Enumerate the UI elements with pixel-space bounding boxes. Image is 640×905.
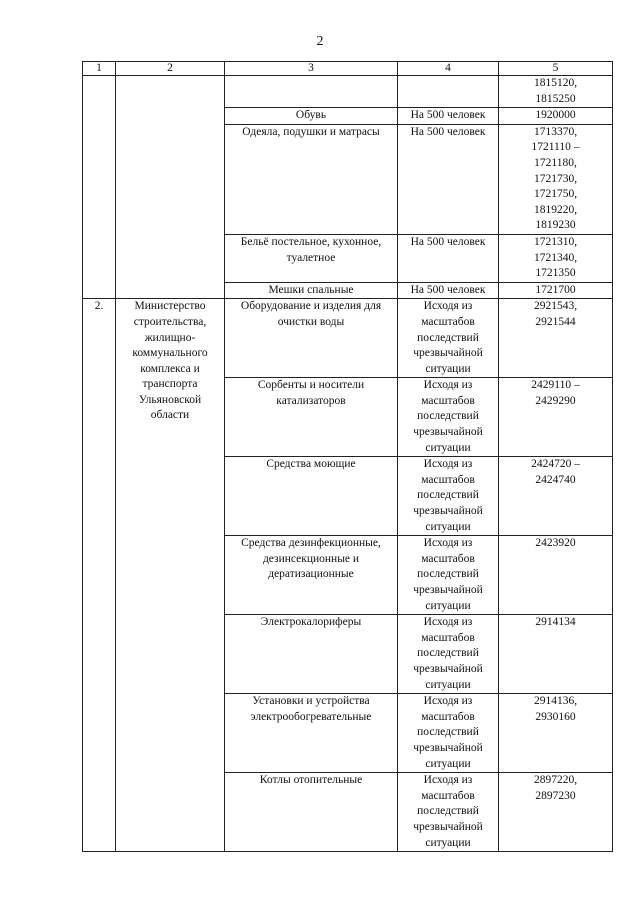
item-codes-cell: 1815120, 1815250 xyxy=(499,76,613,108)
item-name-cell: Сорбенты и носители катализаторов xyxy=(225,378,398,457)
organization-cell: Министерство строительства, жилищно- коммунального комплекса и транспорта Ульяновской области xyxy=(116,299,225,852)
header-cell: 5 xyxy=(499,62,613,76)
header-cell: 3 xyxy=(225,62,398,76)
item-name-cell: Установки и устройства электрообогревательные xyxy=(225,694,398,773)
item-codes-cell: 2429110 – 2429290 xyxy=(499,378,613,457)
item-norm-cell: Исходя из масштабов последствий чрезвычайной ситуации xyxy=(398,457,499,536)
item-name-cell: Электрокалориферы xyxy=(225,615,398,694)
item-codes-cell: 1713370, 1721110 – 1721180, 1721730, 1721750, 1819220, 1819230 xyxy=(499,124,613,234)
table-row xyxy=(83,76,613,108)
item-codes-cell: 2914134 xyxy=(499,615,613,694)
item-norm-cell: На 500 человек xyxy=(398,108,499,125)
item-norm-cell: Исходя из масштабов последствий чрезвычайной ситуации xyxy=(398,615,499,694)
item-name-cell: Одеяла, подушки и матрасы xyxy=(225,124,398,234)
resource-table xyxy=(82,61,613,852)
item-norm-cell: На 500 человек xyxy=(398,234,499,282)
item-name-cell: Бельё постельное, кухонное, туалетное xyxy=(225,234,398,282)
organization-cell xyxy=(116,76,225,299)
header-cell: 2 xyxy=(116,62,225,76)
page-number: 2 xyxy=(316,34,324,49)
item-name-cell: Обувь xyxy=(225,108,398,125)
number-cell xyxy=(83,76,116,299)
item-norm-cell xyxy=(398,76,499,108)
item-norm-cell: Исходя из масштабов последствий чрезвычайной ситуации xyxy=(398,773,499,852)
item-codes-cell: 2897220, 2897230 xyxy=(499,773,613,852)
item-codes-cell: 1721700 xyxy=(499,282,613,299)
table-row xyxy=(83,299,613,378)
number-cell: 2. xyxy=(83,299,116,852)
item-codes-cell: 1920000 xyxy=(499,108,613,125)
item-codes-cell: 2424720 – 2424740 xyxy=(499,457,613,536)
item-name-cell: Мешки спальные xyxy=(225,282,398,299)
item-codes-cell: 2921543, 2921544 xyxy=(499,299,613,378)
header-cell: 4 xyxy=(398,62,499,76)
item-codes-cell: 2914136, 2930160 xyxy=(499,694,613,773)
table-header-row xyxy=(83,62,613,76)
item-norm-cell: Исходя из масштабов последствий чрезвычайной ситуации xyxy=(398,694,499,773)
item-norm-cell: На 500 человек xyxy=(398,124,499,234)
item-codes-cell: 1721310, 1721340, 1721350 xyxy=(499,234,613,282)
item-norm-cell: Исходя из масштабов последствий чрезвычайной ситуации xyxy=(398,299,499,378)
item-name-cell: Средства дезинфекционные, дезинсекционные и дератизационные xyxy=(225,536,398,615)
item-norm-cell: На 500 человек xyxy=(398,282,499,299)
item-name-cell: Средства моющие xyxy=(225,457,398,536)
item-norm-cell: Исходя из масштабов последствий чрезвычайной ситуации xyxy=(398,536,499,615)
header-cell: 1 xyxy=(83,62,116,76)
item-name-cell: Оборудование и изделия для очистки воды xyxy=(225,299,398,378)
item-norm-cell: Исходя из масштабов последствий чрезвычайной ситуации xyxy=(398,378,499,457)
item-name-cell xyxy=(225,76,398,108)
item-codes-cell: 2423920 xyxy=(499,536,613,615)
item-name-cell: Котлы отопительные xyxy=(225,773,398,852)
